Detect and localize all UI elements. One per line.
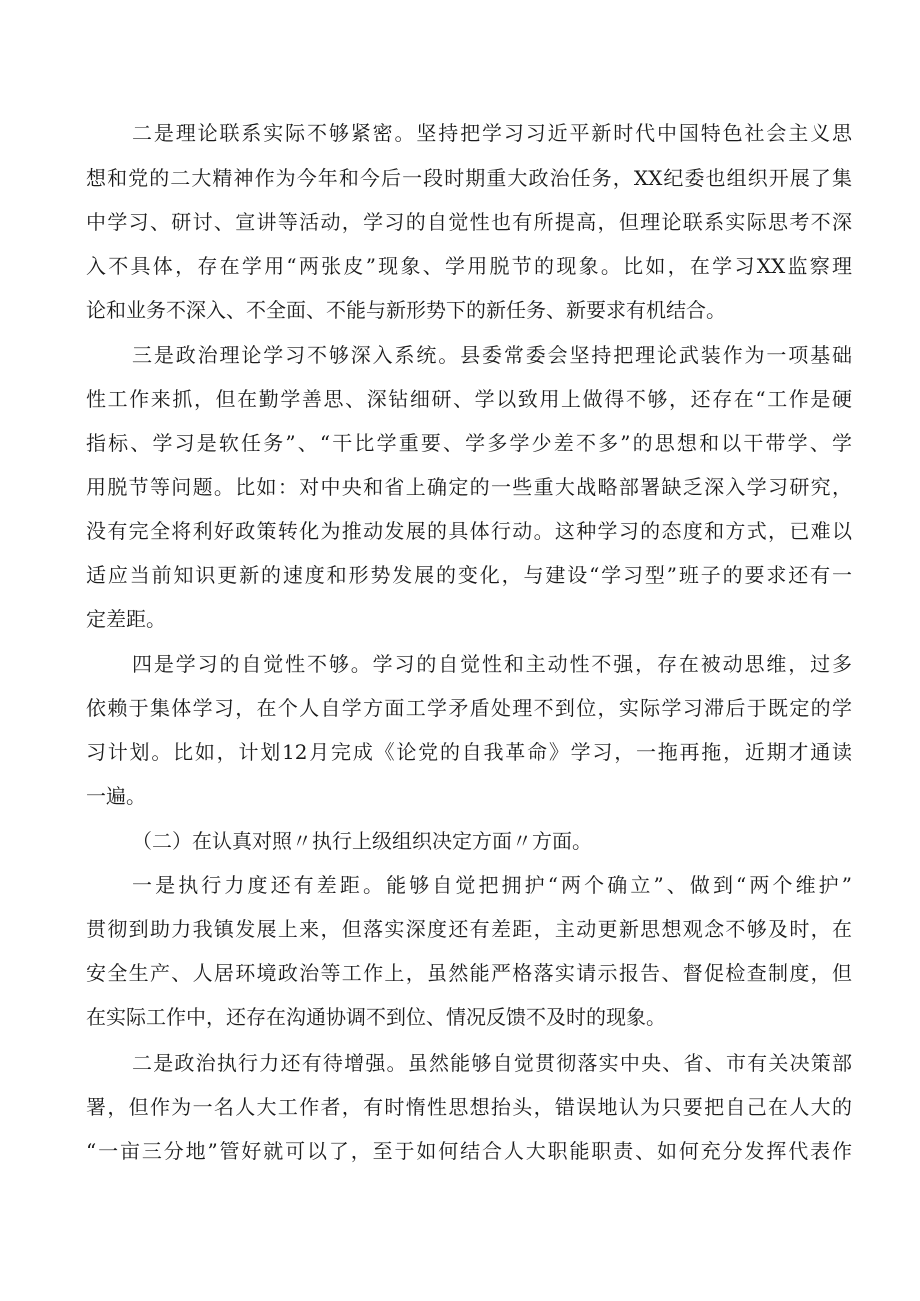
text-line: 性工作来抓，但在勤学善思、深钻细研、学以致用上做得不够，还存在“工作是硬 bbox=[86, 387, 852, 411]
text-line: 中学习、研讨、宣讲等活动，学习的自觉性也有所提高，但理论联系实际思考不深 bbox=[86, 210, 852, 234]
text-line: 习计划。比如，计划12月完成《论党的自我革命》学习，一拖再拖，近期才通读 bbox=[86, 740, 852, 764]
text-line: 四是学习的自觉性不够。学习的自觉性和主动性不强，存在被动思维，过多 bbox=[132, 652, 852, 676]
text-line: 依赖于集体学习，在个人自学方面工学矛盾处理不到位，实际学习滞后于既定的学 bbox=[86, 696, 852, 720]
text-line: “一亩三分地”管好就可以了，至于如何结合人大职能职责、如何充分发挥代表作 bbox=[86, 1139, 852, 1163]
text-line: 三是政治理论学习不够深入系统。县委常委会坚持把理论武装作为一项基础 bbox=[132, 343, 852, 367]
text-line: 在实际工作中，还存在沟通协调不到位、情况反馈不及时的现象。 bbox=[86, 1005, 666, 1029]
text-line: 论和业务不深入、不全面、不能与新形势下的新任务、新要求有机结合。 bbox=[86, 298, 726, 322]
text-line: 想和党的二大精神作为今年和今后一段时期重大政治任务，XX纪委也组织开展了集 bbox=[86, 166, 852, 190]
text-line: 二是政治执行力还有待增强。虽然能够自觉贯彻落实中央、省、市有关决策部 bbox=[132, 1051, 852, 1075]
text-line: 用脱节等问题。比如：对中央和省上确定的一些重大战略部署缺乏深入学习研究， bbox=[86, 475, 852, 499]
text-line: 安全生产、人居环境政治等工作上，虽然能严格落实请示报告、督促检查制度，但 bbox=[86, 961, 852, 985]
text-line: 指标、学习是软任务”、“干比学重要、学多学少差不多”的思想和以干带学、学 bbox=[86, 431, 852, 455]
text-line: 适应当前知识更新的速度和形势发展的变化，与建设“学习型”班子的要求还有一 bbox=[86, 563, 852, 587]
text-line: 一遍。 bbox=[86, 784, 146, 808]
text-line: 入不具体，存在学用“两张皮”现象、学用脱节的现象。比如，在学习XX监察理 bbox=[86, 254, 852, 278]
text-line: 二是理论联系实际不够紧密。坚持把学习习近平新时代中国特色社会主义思 bbox=[132, 121, 852, 145]
text-line: 贯彻到助力我镇发展上来，但落实深度还有差距，主动更新思想观念不够及时，在 bbox=[86, 917, 852, 941]
text-line: 定差距。 bbox=[86, 607, 166, 631]
text-line: 署，但作为一名人大工作者，有时惰性思想抬头，错误地认为只要把自己在人大的 bbox=[86, 1095, 852, 1119]
text-line: 一是执行力度还有差距。能够自觉把拥护“两个确立”、做到“两个维护” bbox=[132, 873, 852, 897]
section-heading: （二）在认真对照〃执行上级组织决定方面〃方面。 bbox=[132, 829, 592, 853]
text-line: 没有完全将利好政策转化为推动发展的具体行动。这种学习的态度和方式，已难以 bbox=[86, 519, 852, 543]
